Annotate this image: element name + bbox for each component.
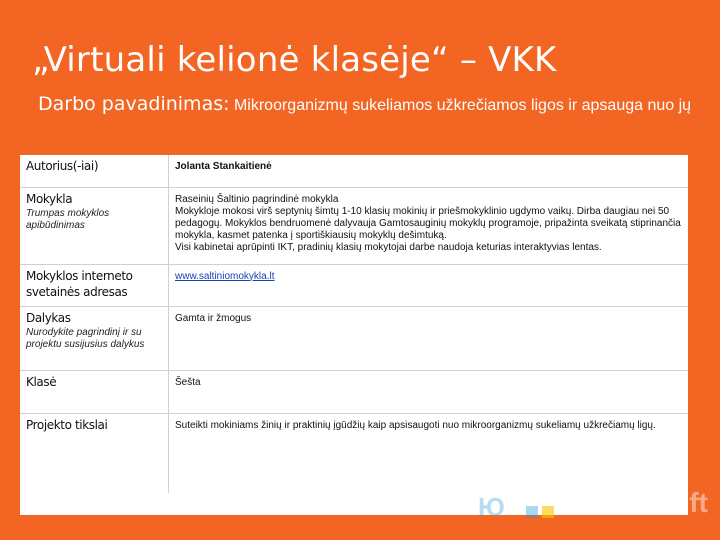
grade-value: Šešta [175,376,201,388]
website-link[interactable]: www.saltiniomokykla.lt [175,270,275,282]
goals-value: Suteikti mokiniams žinių ir praktinių įgūdžių kaip apsisaugoti nuo mikroorganizmų sukeliamų užkrečiamų ligų. [175,419,656,431]
table-row [20,187,688,264]
row-note: Nurodykite pagrindinį ir su projektu susijusius dalykus [26,326,145,350]
slide-title: „Virtuali kelionė klasėje“ – VKK [32,40,557,80]
brand-logo-text: ft [689,487,708,518]
project-info-table [20,155,688,515]
table-row [20,306,688,370]
logo-square-blue-icon [526,506,538,518]
row-label: Klasė [26,374,57,389]
row-label: Mokyklos interneto svetainės adresas [26,268,133,299]
author-value: Jolanta Stankaitienė [175,161,272,172]
table-row [20,264,688,306]
partner-logo-text: Ю [478,492,505,522]
school-name: Raseinių Šaltinio pagrindinė mokykla [175,193,339,205]
row-label: Autorius(-iai) [26,159,99,173]
logo-square-yellow-icon [542,506,554,518]
partner-logo [478,492,588,524]
school-description-extra: Visi kabinetai aprūpinti IKT, pradinių klasių mokytojai darbe naudoja keturias interaktyvias lentas. [175,241,602,253]
subject-value: Gamta ir žmogus [175,312,252,324]
row-label: Mokykla [26,191,73,206]
subtitle-prefix: Darbo pavadinimas: [38,93,230,115]
school-description: Mokykloje mokosi virš septynių šimtų 1-10 klasių mokinių ir priešmokyklinio ugdymo vaikų. Dirba daugiau nei 50 pedagogų. Mokyklos bendruomenė dalyvauja Gamtosauginių mokyklų programoje, pripažinta sveikatą stiprinančia mokykla, kasmet patenka į sportiškiausių mokyklų dešimtuką. [175,205,681,241]
row-label: Projekto tikslai [26,417,108,432]
table-row [20,155,688,187]
row-note: Trumpas mokyklos apibūdinimas [26,207,110,231]
table-row [20,413,688,493]
subtitle-text: Mikroorganizmų sukeliamos užkrečiamos ligos ir apsauga nuo jų [229,97,692,114]
table-row [20,370,688,413]
slide-subtitle [38,92,698,118]
row-label: Dalykas [26,310,71,325]
